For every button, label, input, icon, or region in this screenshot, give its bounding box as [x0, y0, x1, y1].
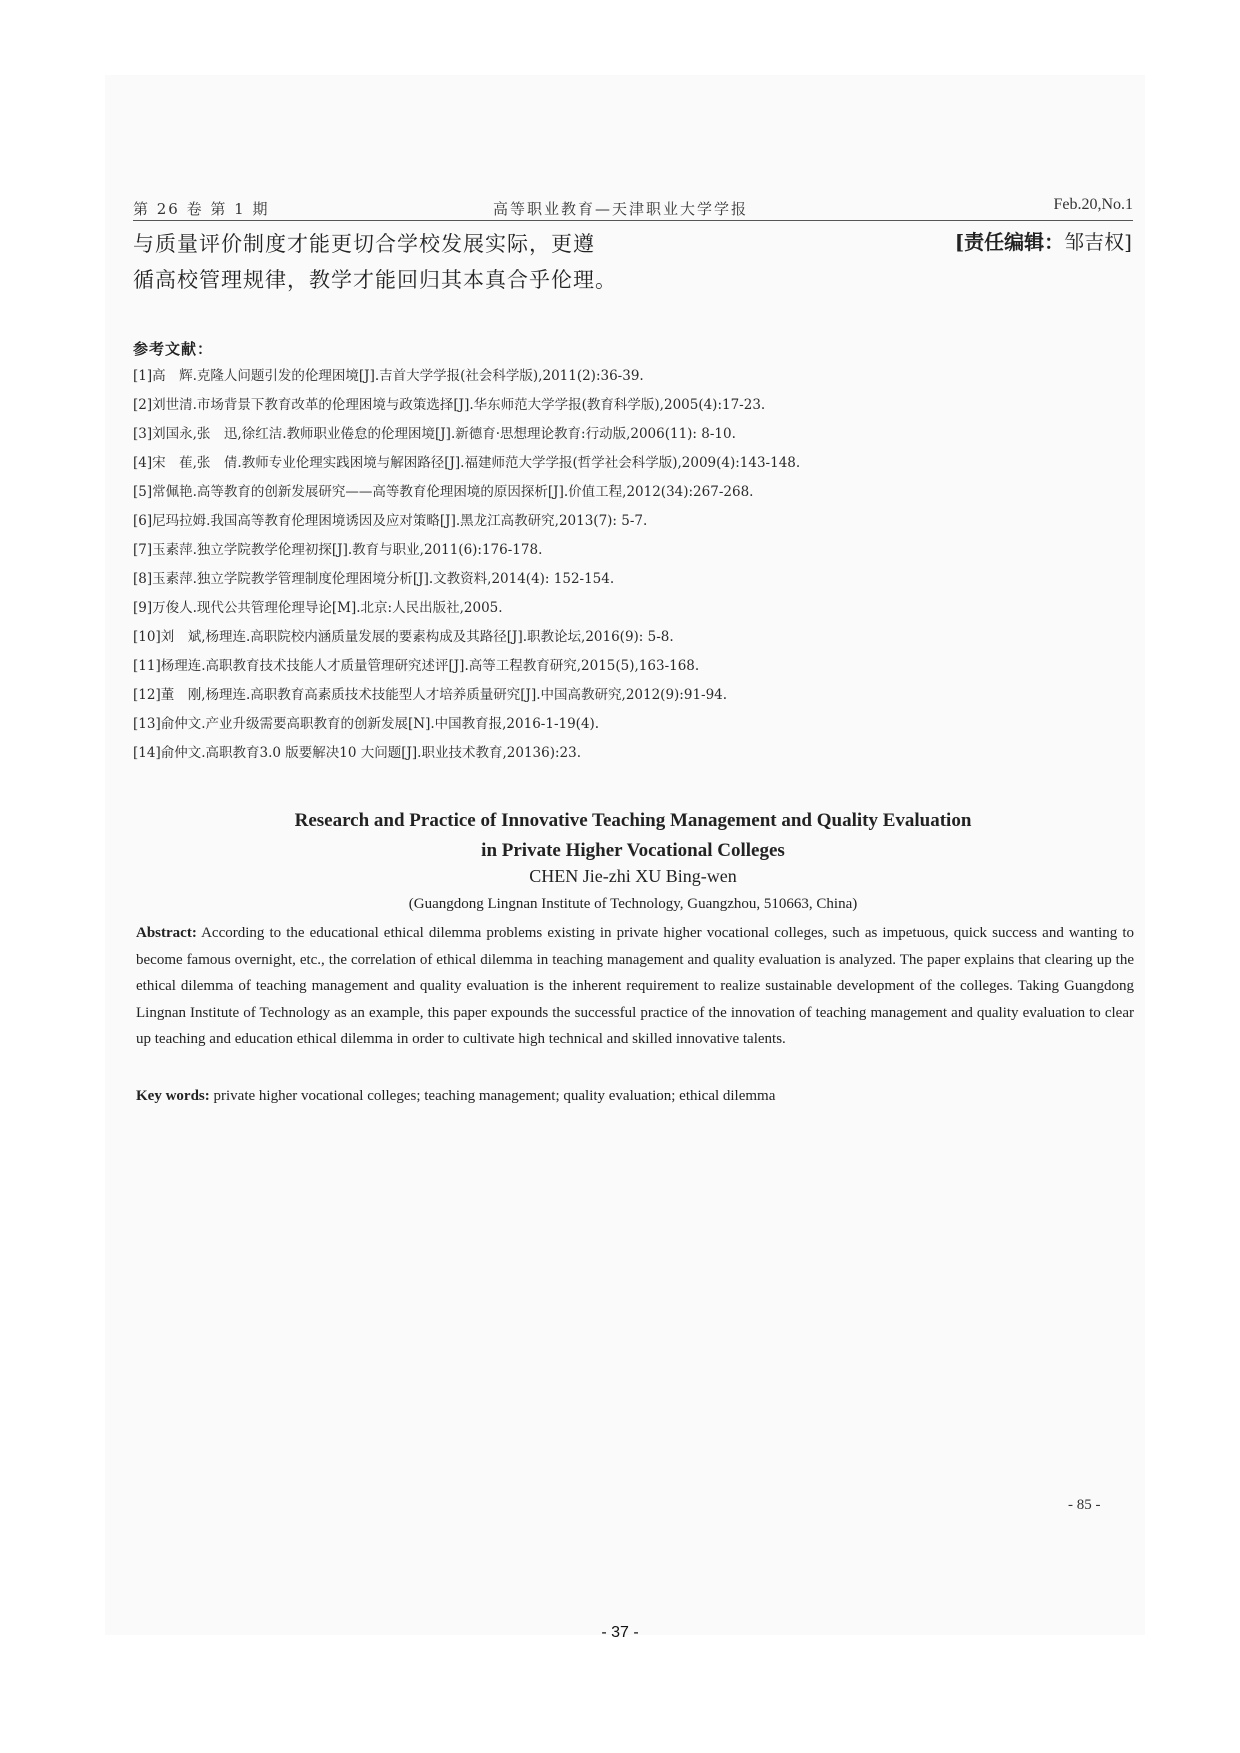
body-paragraph	[133, 226, 653, 298]
reference-item: [3]刘国永,张 迅,徐红洁.教师职业倦怠的伦理困境[J].新德育·思想理论教育:行动版,2006(11): 8-10.	[133, 426, 736, 442]
reference-item: [6]尼玛拉姆.我国高等教育伦理困境诱因及应对策略[J].黑龙江高教研究,2013(7): 5-7.	[133, 513, 648, 529]
english-affiliation: (Guangdong Lingnan Institute of Technology, Guangzhou, 510663, China)	[408, 896, 858, 912]
header-journal: 高等职业教育—天津职业大学学报	[493, 200, 749, 218]
english-title-line: Research and Practice of Innovative Teaching Management and Quality Evaluation	[294, 810, 972, 831]
header-volume: 第 26 卷 第 1 期	[133, 200, 270, 218]
header-date: Feb.20,No.1	[1053, 196, 1133, 213]
reference-item: [9]万俊人.现代公共管理伦理导论[M].北京:人民出版社,2005.	[133, 600, 503, 616]
english-abstract	[136, 920, 1134, 1053]
editor-name: 邹吉权]	[1064, 230, 1132, 254]
references-list	[133, 362, 1093, 768]
reference-item: [7]玉素萍.独立学院教学伦理初探[J].教育与职业,2011(6):176-178.	[133, 542, 543, 558]
abstract-label: Abstract:	[136, 925, 197, 941]
reference-item: [2]刘世清.市场背景下教育改革的伦理困境与政策选择[J].华东师范大学学报(教育科学版),2005(4):17-23.	[133, 397, 766, 413]
english-title-line: in Private Higher Vocational Colleges	[481, 840, 785, 861]
reference-item: [10]刘 斌,杨理连.高职院校内涵质量发展的要素构成及其路径[J].职教论坛,2016(9): 5-8.	[133, 629, 674, 645]
reference-item: [4]宋 萑,张 倩.教师专业伦理实践困境与解困路径[J].福建师范大学学报(哲学社会科学版),2009(4):143-148.	[133, 455, 801, 471]
english-title	[133, 806, 1133, 866]
running-header	[133, 196, 1133, 221]
journal-page-number: - 85 -	[1068, 1497, 1101, 1513]
body-line: 循高校管理规律，教学才能回归其本真合乎伦理。	[133, 268, 617, 292]
responsible-editor	[955, 226, 1132, 255]
reference-item: [8]玉素萍.独立学院教学管理制度伦理困境分析[J].文教资料,2014(4): 152-154.	[133, 571, 615, 587]
reference-item: [14]俞仲文.高职教育3.0 版要解决10 大问题[J].职业技术教育,20136):23.	[133, 745, 581, 761]
reference-item: [5]常佩艳.高等教育的创新发展研究——高等教育伦理困境的原因探析[J].价值工程,2012(34):267-268.	[133, 484, 754, 500]
english-keywords	[136, 1083, 1134, 1109]
abstract-text: According to the educational ethical dilemma problems existing in private higher vocational colleges, such as impetuous, quick success and wanting to become famous overnight, etc., the correlation of ethical dilemma in teaching management and quality evaluation is analyzed. The paper explains that clearing up the ethical dilemma of teaching management and quality evaluation is the inherent requirement to realize sustainable development of the colleges. Taking Guangdong Lingnan Institute of Technology as an example, this paper expounds the successful practice of the innovation of teaching management and quality evaluation to clear up teaching and education ethical dilemma in order to cultivate high technical and skilled innovative talents.	[136, 925, 1134, 1047]
references-title: 参考文献：	[133, 340, 214, 358]
editor-label: [责任编辑：	[954, 230, 1065, 254]
reference-item: [13]俞仲文.产业升级需要高职教育的创新发展[N].中国教育报,2016-1-19(4).	[133, 716, 600, 732]
reference-item: [11]杨理连.高职教育技术技能人才质量管理研究述评[J].高等工程教育研究,2015(5),163-168.	[133, 658, 700, 674]
english-authors: CHEN Jie-zhi XU Bing-wen	[529, 866, 737, 886]
keywords-text: private higher vocational colleges; teaching management; quality evaluation; ethical dilemma	[209, 1088, 776, 1104]
body-line: 与质量评价制度才能更切合学校发展实际，更遵	[133, 232, 595, 256]
keywords-label: Key words:	[136, 1088, 210, 1104]
page-number: - 37 -	[601, 1624, 639, 1641]
reference-item: [1]高 辉.克隆人问题引发的伦理困境[J].吉首大学学报(社会科学版),2011(2):36-39.	[133, 368, 644, 384]
reference-item: [12]董 刚,杨理连.高职教育高素质技术技能型人才培养质量研究[J].中国高教研究,2012(9):91-94.	[133, 687, 728, 703]
